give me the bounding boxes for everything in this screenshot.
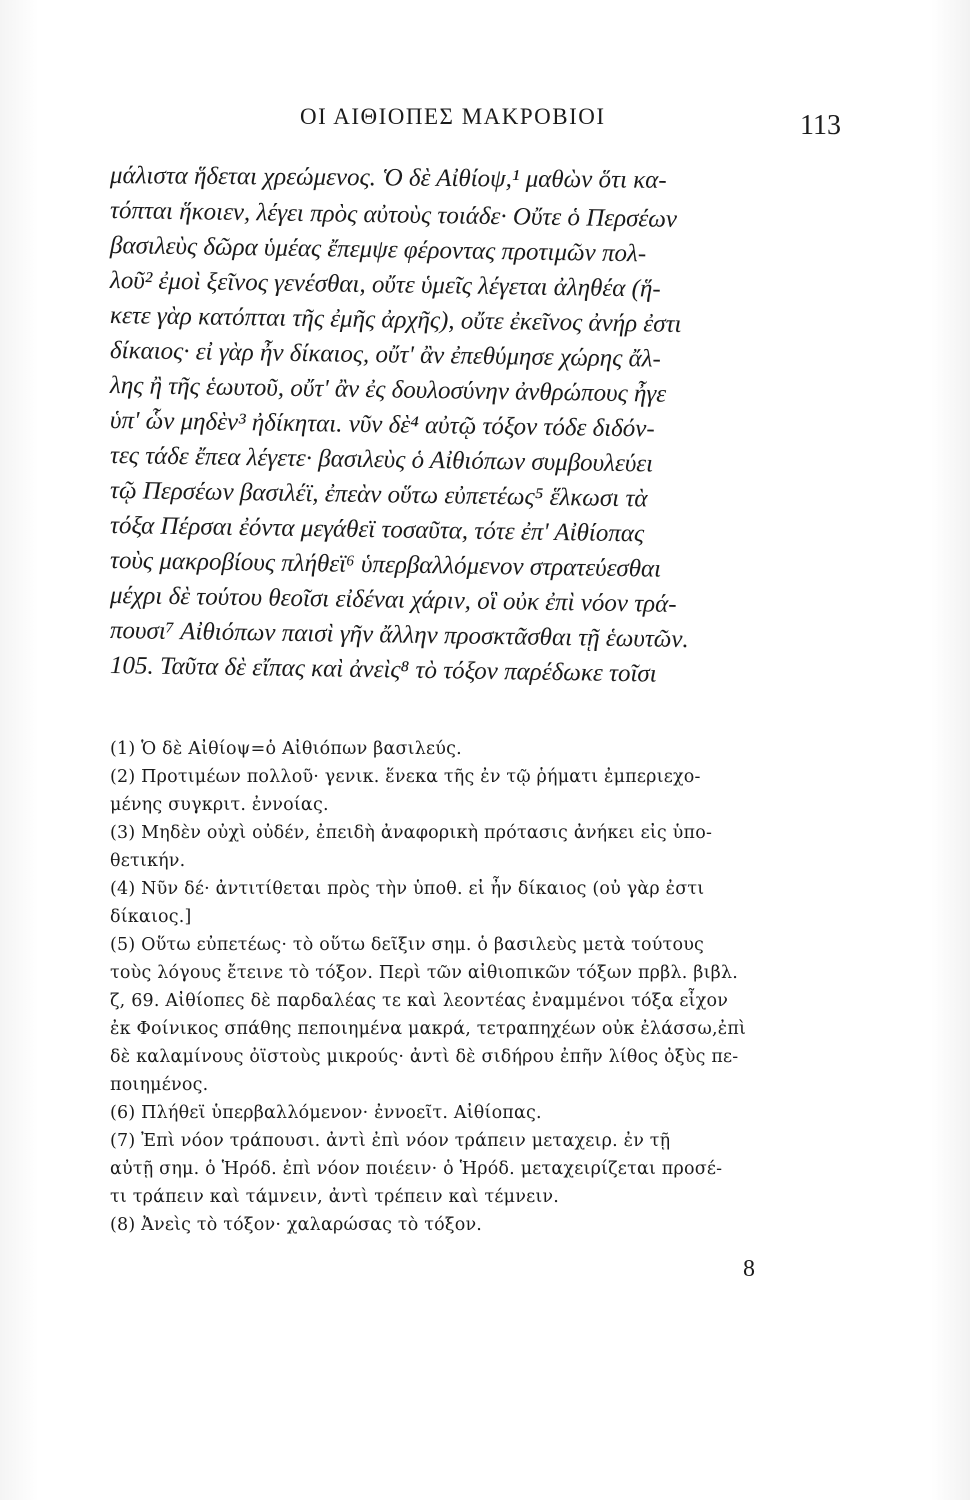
footnote-8: (8) Ἀνεὶς τὸ τόξον· χαλαρώσας τὸ τόξον.	[110, 1215, 483, 1235]
footnote-2-cont: μένης συγκριτ. ἐννοίας.	[110, 795, 329, 815]
footnote-4-cont: δίκαιος.]	[110, 907, 192, 927]
text-line: τόπται ἥκοιεν, λέγει πρὸς αὐτοὺς τοιάδε· Οὔτε ὁ Περσέων	[109, 197, 678, 233]
text-line: τόξα Πέρσαι ἐόντα μεγάθεϊ τοσαῦτα, τότε ἐπ' Αἰθίοπας	[109, 512, 645, 548]
footnote-1: (1) Ὁ δὲ Αἰθίοψ=ὁ Αἰθιόπων βασιλεύς.	[110, 739, 462, 759]
section-105-line: 105. Ταῦτα δὲ εἴπας καὶ ἀνεὶς⁸ τὸ τόξον παρέδωκε τοῖσι	[109, 652, 657, 688]
footnote-7: (7) Ἐπὶ νόον τράπουσι. ἀντὶ ἐπὶ νόον τράπειν μεταχειρ. ἐν τῇ	[110, 1131, 671, 1151]
text-line: τοὺς μακροβίους πλήθεϊ⁶ ὑπερβαλλόμενον στρατεύεσθαι	[109, 547, 662, 583]
footnote-2: (2) Προτιμέων πολλοῦ· γενικ. ἕνεκα τῆς ἐν τῷ ῥήματι ἐμπεριεχο-	[110, 767, 701, 787]
footnote-7-cont: τι τράπειν καὶ τάμνειν, ἀντὶ τρέπειν καὶ τέμνειν.	[110, 1187, 560, 1207]
text-line: κετε γὰρ κατόπται τῆς ἐμῆς ἀρχῆς), οὔτε ἐκεῖνος ἀνήρ ἐστι	[109, 302, 682, 338]
running-head: ΟΙ ΑΙΘΙΟΠΕΣ ΜΑΚΡΟΒΙΟΙ	[300, 104, 606, 129]
text-line: τῷ Περσέων βασιλέϊ, ἐπεὰν οὕτω εὐπετέως⁵ ἕλκωσι τὰ	[109, 477, 648, 513]
page-number: 113	[800, 110, 841, 141]
text-line: βασιλεὺς δῶρα ὑμέας ἔπεμψε φέροντας προτιμῶν πολ-	[109, 232, 647, 268]
main-text	[109, 158, 870, 688]
text-line: ὑπ' ὧν μηδὲν³ ἠδίκηται. νῦν δὲ⁴ αὐτῷ τόξον τόδε διδόν-	[109, 407, 655, 443]
footnote-5-cont: ποιημένος.	[110, 1075, 209, 1095]
footnote-6: (6) Πλήθεϊ ὑπερβαλλόμενον· ἐννοεῖτ. Αἰθίοπας.	[110, 1103, 542, 1123]
footnote-5-cont: ζ, 69. Αἰθίοπες δὲ παρδαλέας τε καὶ λεοντέας ἐναμμένοι τόξα εἶχον	[110, 991, 729, 1011]
footnote-4: (4) Νῦν δέ· ἀντιτίθεται πρὸς τὴν ὑποθ. εἰ ἦν δίκαιος (οὐ γὰρ ἐστι	[110, 879, 705, 899]
footnote-5-cont: τοὺς λόγους ἔτεινε τὸ τόξον. Περὶ τῶν αἰθιοπικῶν τόξων πρβλ. βιβλ.	[110, 963, 739, 983]
footnote-5-cont: ἐκ Φοίνικος σπάθης πεποιημένα μακρά, τετραπηχέων οὐκ ἐλάσσω,ἐπὶ	[110, 1019, 747, 1039]
text-line: τες τάδε ἔπεα λέγετε· βασιλεὺς ὁ Αἰθιόπων συμβουλεύει	[109, 442, 654, 478]
text-line: λοῦ² ἐμοὶ ξεῖνος γενέσθαι, οὔτε ὑμεῖς λέγεται ἀληθέα (ἥ-	[109, 267, 661, 303]
text-line: μάλιστα ἥδεται χρεώμενος. Ὁ δὲ Αἰθίοψ,¹ μαθὼν ὅτι κα-	[109, 162, 667, 194]
text-line: μέχρι δὲ τούτου θεοῖσι εἰδέναι χάριν, οἳ οὐκ ἐπὶ νόον τρά-	[109, 582, 677, 618]
footnote-7-cont: αὐτῇ σημ. ὁ Ἡρόδ. ἐπὶ νόον ποιέειν· ὁ Ἡρόδ. μεταχειρίζεται προσέ-	[110, 1159, 723, 1179]
text-line: δίκαιος· εἰ γὰρ ἦν δίκαιος, οὔτ' ἂν ἐπεθύμησε χώρης ἄλ-	[109, 337, 662, 373]
footnote-3: (3) Μηδὲν οὐχὶ οὐδέν, ἐπειδὴ ἀναφορικὴ πρότασις ἀνήκει εἰς ὑπο-	[110, 823, 713, 843]
footnote-5: (5) Οὕτω εὐπετέως· τὸ οὕτω δεῖξιν σημ. ὁ βασιλεὺς μετὰ τούτους	[110, 935, 705, 955]
footnote-5-cont: δὲ καλαμίνους ὀϊστοὺς μικρούς· ἀντὶ δὲ σιδήρου ἐπῆν λίθος ὀξὺς πε-	[110, 1047, 739, 1067]
text-line: πουσι⁷ Αἰθιόπων παισὶ γῆν ἄλλην προσκτᾶσθαι τῇ ἑωυτῶν.	[109, 617, 689, 654]
footnote-3-cont: θετικήν.	[110, 851, 186, 871]
text-line: λης ἢ τῆς ἑωυτοῦ, οὔτ' ἂν ἐς δουλοσύνην ἀνθρώπους ἦγε	[109, 372, 667, 408]
footnotes	[110, 735, 870, 1239]
signature-mark: 8	[743, 1256, 755, 1282]
